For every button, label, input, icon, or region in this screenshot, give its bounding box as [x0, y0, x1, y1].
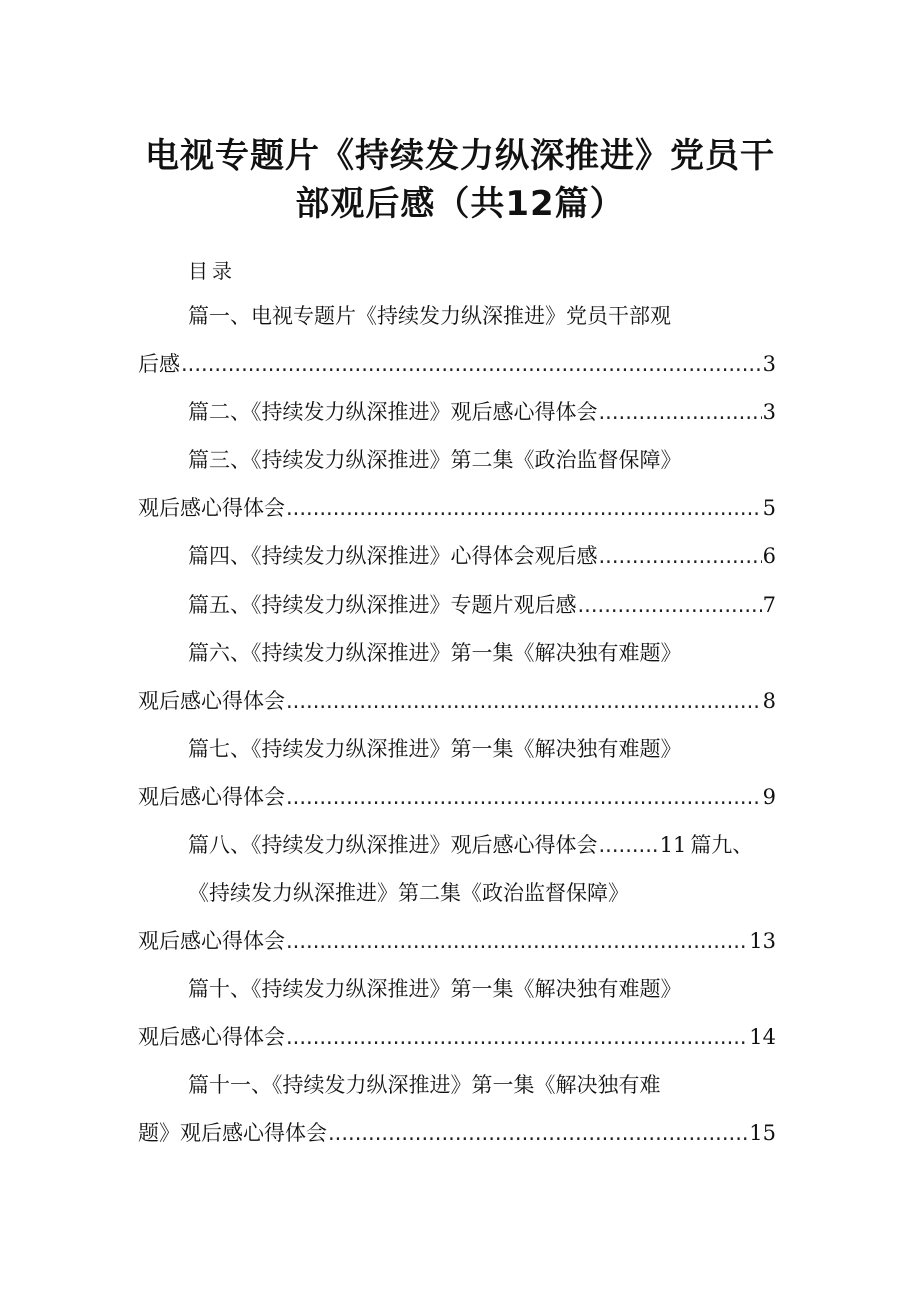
toc-page-number: 15	[749, 1121, 776, 1145]
toc-entry-text: 观后感心得体会	[138, 689, 285, 713]
toc-entry-3-title[interactable]	[188, 445, 682, 475]
toc-entry-text: 篇五、《持续发力纵深推进》专题片观后感	[188, 593, 577, 617]
toc-page-number: 7	[762, 593, 776, 617]
toc-entry-5[interactable]	[188, 590, 776, 620]
dot-leader	[328, 1118, 748, 1148]
dot-leader	[599, 541, 762, 571]
toc-entry-10-title[interactable]	[188, 974, 682, 1004]
toc-page-number: 11	[659, 833, 687, 857]
toc-page-number: 9	[762, 785, 776, 809]
dot-leader	[286, 926, 748, 956]
dot-leader	[286, 1022, 748, 1052]
toc-page-number: 6	[762, 544, 776, 568]
toc-entry-text: 篇二、《持续发力纵深推进》观后感心得体会	[188, 400, 598, 424]
toc-entry-text: 篇十、《持续发力纵深推进》第一集《解决独有难题》	[188, 977, 682, 1001]
dot-leader	[286, 493, 762, 523]
toc-page-number: 3	[762, 400, 776, 424]
toc-entry-8[interactable]	[188, 830, 753, 860]
toc-entry-9-leader[interactable]	[138, 926, 776, 956]
toc-entry-text: 《持续发力纵深推进》第二集《政治监督保障》	[188, 881, 629, 905]
toc-page-number: 5	[762, 496, 776, 520]
toc-entry-text: 篇三、《持续发力纵深推进》第二集《政治监督保障》	[188, 448, 682, 472]
dot-leader	[578, 590, 762, 620]
toc-entry-text: 观后感心得体会	[138, 1025, 285, 1049]
toc-entry-10-leader[interactable]	[138, 1022, 776, 1052]
toc-entry-text: 篇六、《持续发力纵深推进》第一集《解决独有难题》	[188, 641, 682, 665]
document-title-line1: 电视专题片《持续发力纵深推进》党员干	[145, 136, 775, 176]
toc-entry-1-title[interactable]	[188, 301, 671, 331]
toc-entry-text: 篇七、《持续发力纵深推进》第一集《解决独有难题》	[188, 737, 682, 761]
toc-entry-2[interactable]	[188, 397, 776, 427]
toc-entry-9-title[interactable]	[188, 878, 629, 908]
toc-entry-9-prefix: 篇九、	[690, 833, 754, 857]
toc-page-number: 13	[749, 929, 776, 953]
dot-leader	[286, 686, 762, 716]
toc-page-number: 14	[749, 1025, 776, 1049]
toc-entry-text: 后感	[138, 352, 180, 376]
toc-entry-7-title[interactable]	[188, 734, 682, 764]
dot-leader	[599, 830, 659, 860]
toc-entry-text: 篇十一、《持续发力纵深推进》第一集《解决独有难	[188, 1073, 661, 1097]
toc-entry-text: 观后感心得体会	[138, 785, 285, 809]
toc-entry-text: 篇四、《持续发力纵深推进》心得体会观后感	[188, 544, 598, 568]
toc-entry-6-leader[interactable]	[138, 686, 776, 716]
toc-page-number: 8	[762, 689, 776, 713]
dot-leader	[599, 397, 762, 427]
toc-entry-text: 篇八、《持续发力纵深推进》观后感心得体会	[188, 833, 598, 857]
toc-entry-3-leader[interactable]	[138, 493, 776, 523]
toc-entry-text: 篇一、电视专题片《持续发力纵深推进》党员干部观	[188, 304, 671, 328]
toc-entry-text: 观后感心得体会	[138, 496, 285, 520]
toc-entry-7-leader[interactable]	[138, 782, 776, 812]
toc-entry-text: 观后感心得体会	[138, 929, 285, 953]
document-title-line2: 部观后感（共12篇）	[295, 184, 625, 224]
toc-entry-6-title[interactable]	[188, 638, 682, 668]
toc-entry-1-leader[interactable]	[138, 349, 776, 379]
toc-entry-11-title[interactable]	[188, 1070, 661, 1100]
toc-entry-text: 题》观后感心得体会	[138, 1121, 327, 1145]
toc-label: 目录	[188, 259, 236, 283]
dot-leader	[286, 782, 762, 812]
toc-page-number: 3	[762, 352, 776, 376]
toc-entry-4[interactable]	[188, 541, 776, 571]
dot-leader	[181, 349, 762, 379]
toc-entry-11-leader[interactable]	[138, 1118, 776, 1148]
